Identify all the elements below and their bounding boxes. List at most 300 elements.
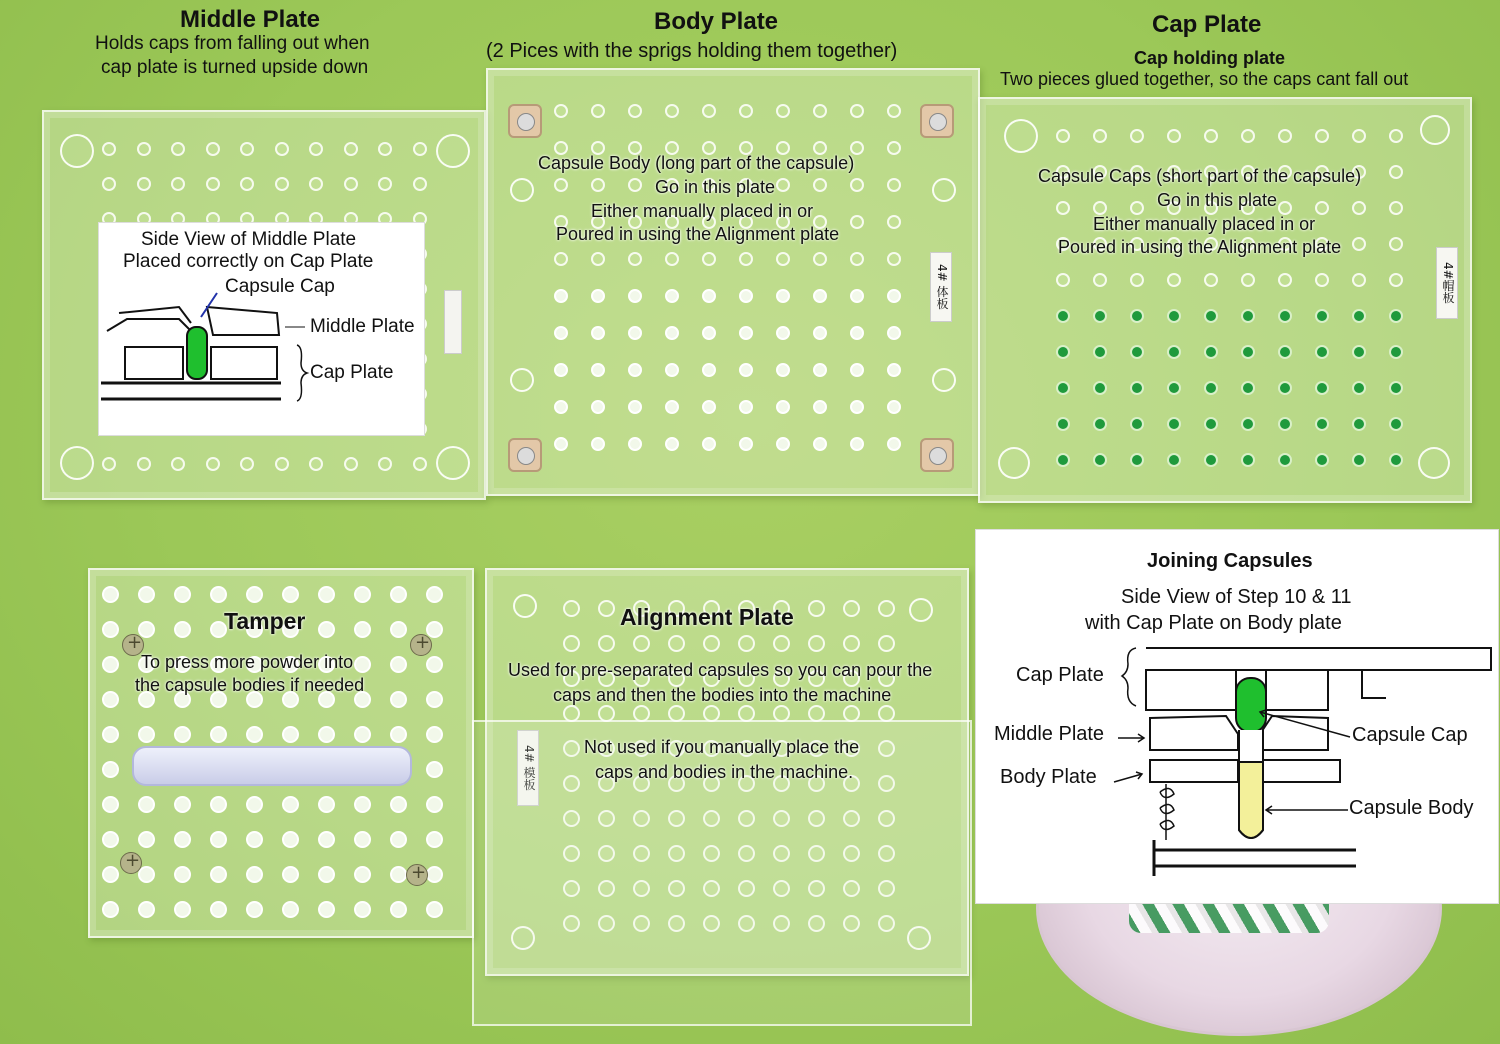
- plate-hole: [554, 178, 568, 192]
- plate-hole: [354, 586, 371, 603]
- plate-hole: [309, 142, 323, 156]
- plate-hole: [137, 142, 151, 156]
- plate-hole: [378, 177, 392, 191]
- alignment-line-4: caps and bodies in the machine.: [595, 762, 854, 782]
- corner-hole: [1418, 447, 1450, 479]
- plate-hole: [665, 252, 679, 266]
- plate-hole: [390, 656, 407, 673]
- plate-hole: [739, 400, 753, 414]
- plate-hole: [1167, 417, 1181, 431]
- plate-hole: [739, 437, 753, 451]
- plate-hole: [282, 866, 299, 883]
- plate-hole: [887, 141, 901, 155]
- plate-hole: [1056, 309, 1070, 323]
- plate-hole: [102, 656, 119, 673]
- plate-hole: [628, 400, 642, 414]
- cap-plate-title: Cap Plate: [1152, 11, 1262, 38]
- corner-hole: [909, 598, 933, 622]
- cap-plate-subtitle: Two pieces glued together, so the caps cant fall out: [1000, 69, 1409, 89]
- plate-hole: [138, 831, 155, 848]
- plate-hole: [1130, 345, 1144, 359]
- body-plate-title: Body Plate: [654, 8, 779, 35]
- plate-hole: [554, 437, 568, 451]
- body-plate-text-1: Capsule Body (long part of the capsule): [538, 153, 855, 173]
- joining-capsule-body-label: Capsule Body: [1349, 797, 1474, 819]
- plate-hole: [739, 326, 753, 340]
- plate-hole: [1278, 381, 1292, 395]
- plate-hole: [390, 726, 407, 743]
- plate-hole: [850, 252, 864, 266]
- corner-hole: [1004, 119, 1038, 153]
- capsule-cap-label: Capsule Cap: [225, 276, 335, 297]
- plate-hole: [240, 457, 254, 471]
- tamper-title: Tamper: [224, 608, 306, 634]
- plate-hole: [426, 761, 443, 778]
- plate-hole: [390, 796, 407, 813]
- plate-hole: [850, 326, 864, 340]
- plate-hole: [1130, 453, 1144, 467]
- plate-hole: [1389, 129, 1403, 143]
- plate-hole: [210, 796, 227, 813]
- plate-hole: [739, 363, 753, 377]
- plate-hole: [554, 104, 568, 118]
- plate-hole: [1315, 381, 1329, 395]
- plate-hole: [102, 761, 119, 778]
- plate-hole: [354, 726, 371, 743]
- plate-hole: [1093, 129, 1107, 143]
- cap-plate-text-4: Poured in using the Alignment plate: [1058, 237, 1342, 257]
- plate-hole: [1352, 345, 1366, 359]
- middle-plate-subtitle-2: cap plate is turned upside down: [101, 57, 369, 78]
- plate-hole: [138, 866, 155, 883]
- tamper-screw: [410, 634, 432, 656]
- plate-hole: [591, 104, 605, 118]
- plate-hole: [1315, 273, 1329, 287]
- plate-hole: [591, 437, 605, 451]
- plate-hole: [102, 177, 116, 191]
- plate-hole: [813, 178, 827, 192]
- plate-hole: [1278, 273, 1292, 287]
- plate-hole: [1315, 309, 1329, 323]
- plate-hole: [850, 363, 864, 377]
- plate-hole: [318, 866, 335, 883]
- plate-hole: [318, 586, 335, 603]
- plate-hole: [887, 104, 901, 118]
- plate-hole: [776, 400, 790, 414]
- plate-hole: [378, 142, 392, 156]
- plate-hole: [591, 252, 605, 266]
- plate-hole: [171, 457, 185, 471]
- plate-hole: [1130, 273, 1144, 287]
- plate-hole: [318, 621, 335, 638]
- plate-hole: [318, 831, 335, 848]
- joining-diagram: [976, 530, 1498, 903]
- plate-hole: [887, 289, 901, 303]
- plate-hole: [354, 656, 371, 673]
- plate-hole: [413, 457, 427, 471]
- plate-hole: [1389, 453, 1403, 467]
- plate-hole: [102, 142, 116, 156]
- plate-hole: [354, 901, 371, 918]
- plate-hole: [1204, 417, 1218, 431]
- plate-hole: [390, 831, 407, 848]
- plate-hole: [318, 726, 335, 743]
- plate-hole: [282, 796, 299, 813]
- plate-hole: [1389, 381, 1403, 395]
- plate-hole: [174, 866, 191, 883]
- tamper-handle: [132, 746, 412, 786]
- plate-hole: [1093, 345, 1107, 359]
- plate-hole: [1093, 453, 1107, 467]
- spring-bolt: [508, 438, 542, 472]
- plate-hole: [738, 635, 755, 652]
- plate-hole: [813, 437, 827, 451]
- plate-hole: [843, 635, 860, 652]
- plate-hole: [1315, 345, 1329, 359]
- plate-hole: [174, 796, 191, 813]
- plate-hole: [813, 363, 827, 377]
- plate-hole: [102, 831, 119, 848]
- joining-capsules-panel: [975, 529, 1499, 904]
- plate-hole: [246, 586, 263, 603]
- plate-hole: [282, 586, 299, 603]
- plate-hole: [554, 252, 568, 266]
- plate-hole: [390, 866, 407, 883]
- plate-hole: [887, 252, 901, 266]
- corner-hole: [436, 446, 470, 480]
- plate-hole: [1278, 453, 1292, 467]
- plate-hole: [390, 691, 407, 708]
- plate-hole: [137, 457, 151, 471]
- joining-capsule-cap-label: Capsule Cap: [1352, 724, 1468, 746]
- plate-hole: [628, 178, 642, 192]
- plate-hole: [628, 363, 642, 377]
- plate-hole: [878, 635, 895, 652]
- plate-hole: [665, 104, 679, 118]
- plate-hole: [1389, 165, 1403, 179]
- body-plate: [486, 68, 980, 496]
- plate-hole: [702, 326, 716, 340]
- plate-hole: [137, 177, 151, 191]
- plate-hole: [1056, 273, 1070, 287]
- plate-hole: [808, 635, 825, 652]
- plate-hole: [1315, 417, 1329, 431]
- corner-hole: [932, 178, 956, 202]
- plate-hole: [628, 289, 642, 303]
- cap-plate-subtitle-bold: Cap holding plate: [1134, 48, 1285, 68]
- plate-hole: [591, 326, 605, 340]
- plate-hole: [1315, 453, 1329, 467]
- plate-hole: [102, 901, 119, 918]
- plate-hole: [413, 177, 427, 191]
- plate-hole: [887, 326, 901, 340]
- plate-hole: [1167, 129, 1181, 143]
- plate-hole: [850, 104, 864, 118]
- corner-hole: [510, 368, 534, 392]
- plate-hole: [1352, 237, 1366, 251]
- plate-hole: [1093, 381, 1107, 395]
- plate-hole: [776, 104, 790, 118]
- alignment-plate-tag: 4# 模板: [517, 730, 539, 806]
- plate-hole: [702, 289, 716, 303]
- plate-hole: [1056, 345, 1070, 359]
- plate-hole: [240, 142, 254, 156]
- plate-hole: [598, 635, 615, 652]
- plate-hole: [390, 901, 407, 918]
- plate-hole: [210, 866, 227, 883]
- plate-hole: [1093, 273, 1107, 287]
- body-plate-text-2: Go in this plate: [655, 177, 776, 197]
- middle-plate-side-view-panel: [98, 222, 425, 436]
- plate-hole: [318, 796, 335, 813]
- plate-hole: [1241, 453, 1255, 467]
- plate-hole: [344, 177, 358, 191]
- plate-hole: [1056, 381, 1070, 395]
- plate-hole: [1315, 201, 1329, 215]
- plate-hole: [1352, 417, 1366, 431]
- plate-hole: [1389, 237, 1403, 251]
- plate-hole: [246, 831, 263, 848]
- plate-hole: [739, 104, 753, 118]
- plate-hole: [282, 901, 299, 918]
- plate-hole: [102, 457, 116, 471]
- plate-hole: [591, 178, 605, 192]
- tamper-line-2: the capsule bodies if needed: [135, 675, 365, 695]
- plate-hole: [554, 289, 568, 303]
- corner-hole: [60, 134, 94, 168]
- body-plate-text-3: Either manually placed in or: [591, 201, 814, 221]
- plate-hole: [776, 289, 790, 303]
- plate-hole: [354, 866, 371, 883]
- plate-hole: [1167, 453, 1181, 467]
- plate-hole: [1389, 417, 1403, 431]
- spring-bolt: [920, 438, 954, 472]
- corner-hole: [998, 447, 1030, 479]
- plate-hole: [206, 142, 220, 156]
- plate-hole: [628, 437, 642, 451]
- plate-hole: [210, 586, 227, 603]
- plate-hole: [275, 457, 289, 471]
- plate-hole: [426, 796, 443, 813]
- plate-hole: [210, 901, 227, 918]
- plate-hole: [1056, 129, 1070, 143]
- plate-hole: [591, 400, 605, 414]
- plate-hole: [309, 177, 323, 191]
- plate-hole: [102, 866, 119, 883]
- joining-cap-plate-label: Cap Plate: [1016, 664, 1104, 686]
- plate-hole: [1056, 201, 1070, 215]
- plate-hole: [1241, 381, 1255, 395]
- plate-hole: [174, 586, 191, 603]
- plate-hole: [776, 326, 790, 340]
- plate-hole: [174, 726, 191, 743]
- tamper-line-1: To press more powder into: [141, 652, 354, 672]
- plate-hole: [390, 621, 407, 638]
- joining-body-plate-label: Body Plate: [1000, 766, 1097, 788]
- plate-hole: [776, 437, 790, 451]
- joining-middle-plate-label: Middle Plate: [994, 723, 1105, 745]
- plate-hole: [1389, 273, 1403, 287]
- middle-plate-side-diagram: [99, 223, 424, 435]
- plate-hole: [887, 215, 901, 229]
- plate-hole: [344, 457, 358, 471]
- plate-hole: [426, 691, 443, 708]
- plate-hole: [813, 289, 827, 303]
- plate-hole: [1167, 345, 1181, 359]
- plate-hole: [1204, 381, 1218, 395]
- plate-hole: [665, 437, 679, 451]
- plate-hole: [1130, 309, 1144, 323]
- plate-hole: [702, 437, 716, 451]
- plate-hole: [1241, 273, 1255, 287]
- plate-hole: [102, 621, 119, 638]
- plate-hole: [102, 691, 119, 708]
- plate-hole: [813, 104, 827, 118]
- plate-hole: [887, 437, 901, 451]
- plate-hole: [739, 289, 753, 303]
- plate-hole: [665, 289, 679, 303]
- joining-line-2: with Cap Plate on Body plate: [1085, 612, 1342, 634]
- plate-hole: [1352, 453, 1366, 467]
- plate-hole: [776, 178, 790, 192]
- plate-hole: [554, 400, 568, 414]
- plate-hole: [413, 142, 427, 156]
- plate-hole: [850, 289, 864, 303]
- plate-hole: [702, 363, 716, 377]
- tamper-screw: [120, 852, 142, 874]
- plate-hole: [246, 866, 263, 883]
- plate-tab: [444, 290, 462, 354]
- plate-hole: [563, 600, 580, 617]
- plate-hole: [174, 621, 191, 638]
- plate-hole: [1352, 381, 1366, 395]
- plate-hole: [426, 586, 443, 603]
- plate-hole: [138, 586, 155, 603]
- plate-hole: [1093, 417, 1107, 431]
- plate-hole: [1241, 309, 1255, 323]
- plate-hole: [1278, 129, 1292, 143]
- plate-hole: [1204, 345, 1218, 359]
- plate-hole: [426, 831, 443, 848]
- plate-hole: [171, 142, 185, 156]
- plate-hole: [1130, 381, 1144, 395]
- plate-hole: [665, 326, 679, 340]
- plate-hole: [554, 363, 568, 377]
- corner-hole: [60, 446, 94, 480]
- cap-plate-text-3: Either manually placed in or: [1093, 214, 1316, 234]
- cap-plate-label: Cap Plate: [310, 362, 394, 383]
- plate-hole: [378, 457, 392, 471]
- plate-hole: [1204, 129, 1218, 143]
- plate-hole: [813, 252, 827, 266]
- plate-hole: [850, 178, 864, 192]
- plate-hole: [390, 586, 407, 603]
- plate-hole: [665, 400, 679, 414]
- plate-hole: [1278, 345, 1292, 359]
- plate-hole: [702, 252, 716, 266]
- plate-hole: [808, 600, 825, 617]
- plate-hole: [1352, 129, 1366, 143]
- plate-hole: [1130, 129, 1144, 143]
- plate-hole: [1389, 201, 1403, 215]
- plate-hole: [813, 326, 827, 340]
- plate-hole: [1093, 309, 1107, 323]
- body-plate-tag: 4# 体板: [930, 252, 952, 322]
- plate-hole: [240, 177, 254, 191]
- joining-title: Joining Capsules: [1147, 550, 1313, 572]
- plate-hole: [739, 252, 753, 266]
- plate-hole: [1204, 273, 1218, 287]
- plate-hole: [850, 437, 864, 451]
- joining-line-1: Side View of Step 10 & 11: [1121, 586, 1352, 608]
- plate-hole: [426, 726, 443, 743]
- plate-hole: [702, 400, 716, 414]
- alignment-line-2: caps and then the bodies into the machine: [553, 685, 892, 705]
- plate-hole: [1204, 309, 1218, 323]
- plate-hole: [776, 363, 790, 377]
- plate-hole: [1056, 453, 1070, 467]
- corner-hole: [513, 594, 537, 618]
- plate-hole: [1315, 129, 1329, 143]
- plate-hole: [210, 831, 227, 848]
- plate-hole: [206, 457, 220, 471]
- body-plate-text-4: Poured in using the Alignment plate: [556, 224, 840, 244]
- spring-bolt: [920, 104, 954, 138]
- plate-hole: [102, 586, 119, 603]
- middle-plate-title: Middle Plate: [180, 6, 321, 33]
- plate-hole: [1167, 309, 1181, 323]
- plate-hole: [1167, 381, 1181, 395]
- plate-hole: [426, 901, 443, 918]
- plate-hole: [887, 400, 901, 414]
- plate-hole: [210, 726, 227, 743]
- plate-hole: [628, 252, 642, 266]
- plate-hole: [246, 901, 263, 918]
- plate-hole: [354, 621, 371, 638]
- plate-hole: [344, 142, 358, 156]
- plate-hole: [1278, 417, 1292, 431]
- plate-hole: [426, 656, 443, 673]
- plate-hole: [554, 326, 568, 340]
- plate-hole: [850, 400, 864, 414]
- plate-hole: [773, 635, 790, 652]
- cap-plate-text-2: Go in this plate: [1157, 190, 1278, 210]
- plate-hole: [206, 177, 220, 191]
- plate-hole: [309, 457, 323, 471]
- plate-hole: [1167, 273, 1181, 287]
- plate-hole: [850, 215, 864, 229]
- plate-hole: [174, 901, 191, 918]
- plate-hole: [1241, 417, 1255, 431]
- plate-hole: [1389, 345, 1403, 359]
- cap-plate-text-1: Capsule Caps (short part of the capsule): [1038, 166, 1362, 186]
- middle-plate-subtitle-1: Holds caps from falling out when: [95, 33, 370, 54]
- alignment-line-3: Not used if you manually place the: [584, 737, 860, 757]
- plate-hole: [275, 177, 289, 191]
- plate-hole: [887, 363, 901, 377]
- plate-hole: [591, 363, 605, 377]
- plate-hole: [1389, 309, 1403, 323]
- plate-hole: [138, 796, 155, 813]
- plate-hole: [843, 600, 860, 617]
- plate-hole: [1204, 453, 1218, 467]
- plate-hole: [878, 600, 895, 617]
- plate-hole: [426, 866, 443, 883]
- corner-hole: [436, 134, 470, 168]
- plate-hole: [887, 178, 901, 192]
- plate-hole: [275, 142, 289, 156]
- plate-hole: [102, 726, 119, 743]
